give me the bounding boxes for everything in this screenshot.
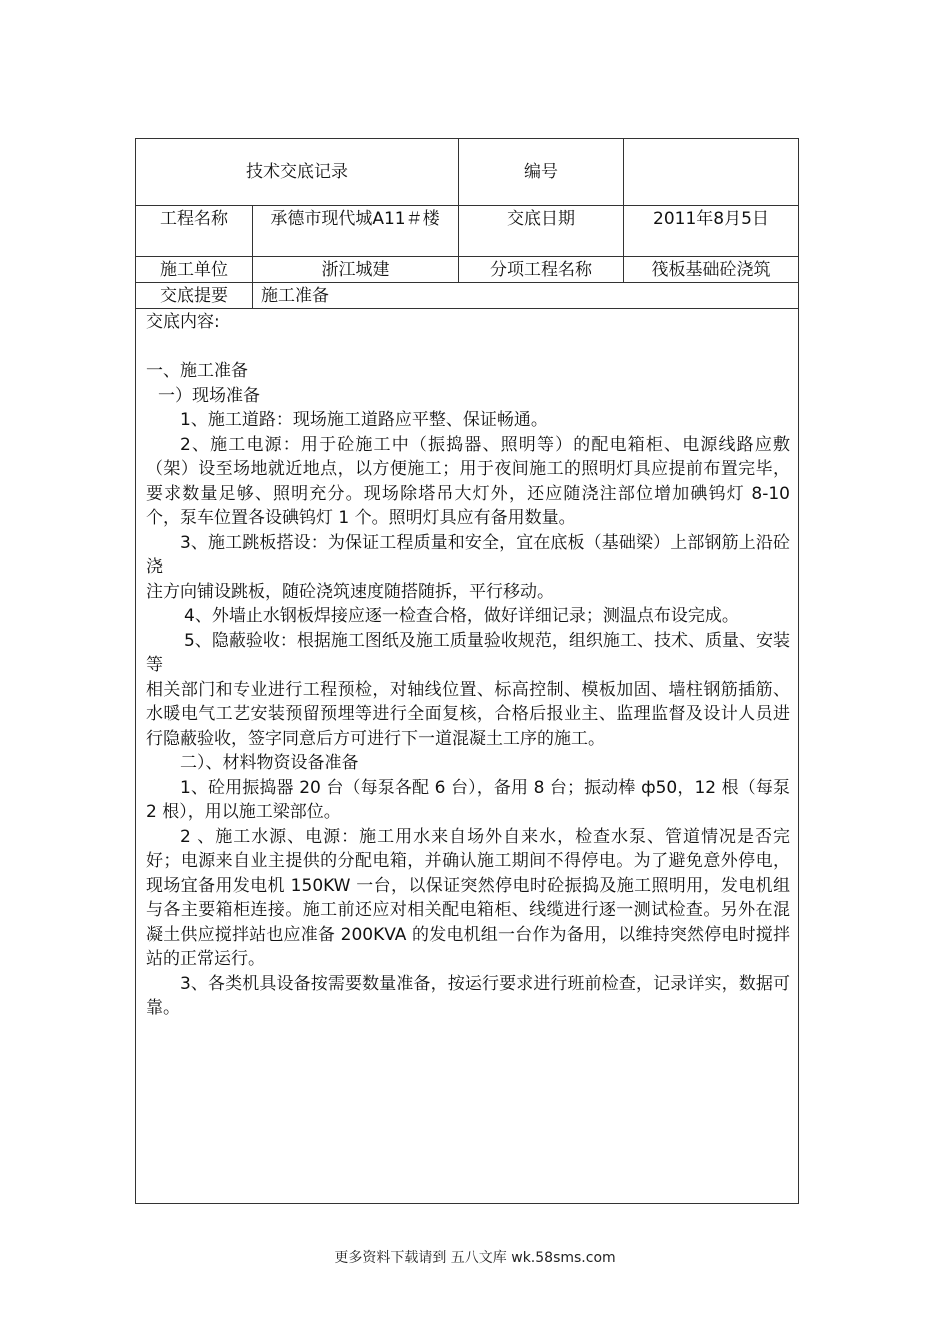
- contractor-label: 施工单位: [160, 260, 228, 280]
- paragraph: 2、施工电源：用于砼施工中（振捣器、照明等）的配电箱柜、电源线路应敷（架）设至场地就近地点，以方便施工；用于夜间施工的照明灯具应提前布置完毕，要求数量足够、照明充分。现场除塔吊大灯外，还应随浇注部位增加碘钨灯 8-10 个，泵车位置各设碘钨灯 1 个。照明灯具应有备用数量。: [146, 434, 790, 528]
- subproject-value: 筏板基础砼浇筑: [651, 260, 771, 280]
- summary-value: 施工准备: [261, 286, 329, 306]
- row-divider: [136, 308, 798, 309]
- technical-disclosure-form: [135, 138, 799, 1204]
- contractor-value: 浙江城建: [321, 260, 390, 280]
- summary-label: 交底提要: [160, 286, 228, 306]
- row-divider: [136, 282, 798, 283]
- section-heading: 一、施工准备: [146, 361, 248, 381]
- disclosure-content: [146, 310, 790, 1021]
- paragraph: 2 、施工水源、电源：施工用水来自场外自来水，检查水泵、管道情况是否完好；电源来自业主提供的分配电箱，并确认施工期间不得停电。为了避免意外停电，现场宜备用发电机 150KW 一台，以保证突然停电时砼振捣及施工照明用，发电机组与各主要箱柜连接。施工前还应对相关配电箱柜、线缆进行逐一测试检查。另外在混凝土供应搅拌站也应准备 200KVA 的发电机组一台作为备用，以维持突然停电时搅拌站的正常运行。: [146, 826, 790, 969]
- subsection-heading: 一）现场准备: [158, 385, 260, 406]
- paragraph: 相关部门和专业进行工程预检，对轴线位置、标高控制、模板加固、墙柱钢筋插筋、水暖电气工艺安装预留预埋等进行全面复核，合格后报业主、监理监督及设计人员进行隐蔽验收，签字同意后方可进行下一道混凝土工序的施工。: [146, 679, 790, 749]
- paragraph: 1、施工道路：现场施工道路应平整、保证畅通。: [180, 410, 548, 430]
- date-label: 交底日期: [507, 209, 575, 229]
- date-value: 2011年8月5日: [653, 209, 769, 229]
- blank-line: [146, 335, 790, 360]
- project-name-value: 承德市现代城A11＃楼: [270, 209, 440, 229]
- project-name-label: 工程名称: [160, 209, 228, 229]
- content-label: 交底内容:: [146, 312, 220, 332]
- subproject-label: 分项工程名称: [490, 260, 592, 280]
- row-divider: [136, 205, 798, 206]
- paragraph: 3、各类机具设备按需要数量准备，按运行要求进行班前检查，记录详实，数据可靠。: [146, 973, 790, 1018]
- subsection-heading: 二）、材料物资设备准备: [180, 753, 359, 773]
- paragraph: 注方向铺设跳板，随砼浇筑速度随搭随拆，平行移动。: [146, 581, 554, 602]
- number-label: 编号: [524, 162, 558, 182]
- footer-link-text: 更多资料下载请到 五八文库 wk.58sms.com: [334, 1250, 616, 1266]
- paragraph: 3、施工跳板搭设：为保证工程质量和安全，宜在底板（基础梁）上部钢筋上沿砼浇: [146, 532, 790, 577]
- paragraph: 5、隐蔽验收：根据施工图纸及施工质量验收规范，组织施工、技术、质量、安装等: [146, 630, 790, 675]
- row-divider: [136, 256, 798, 257]
- paragraph: 4、外墙止水钢板焊接应逐一检查合格，做好详细记录；测温点布设完成。: [184, 606, 739, 626]
- form-title: 技术交底记录: [246, 162, 348, 182]
- col-divider: [252, 205, 253, 308]
- paragraph: 1、砼用振捣器 20 台（每泵各配 6 台），备用 8 台；振动棒 ф50，12 根（每泵 2 根），用以施工梁部位。: [146, 777, 790, 822]
